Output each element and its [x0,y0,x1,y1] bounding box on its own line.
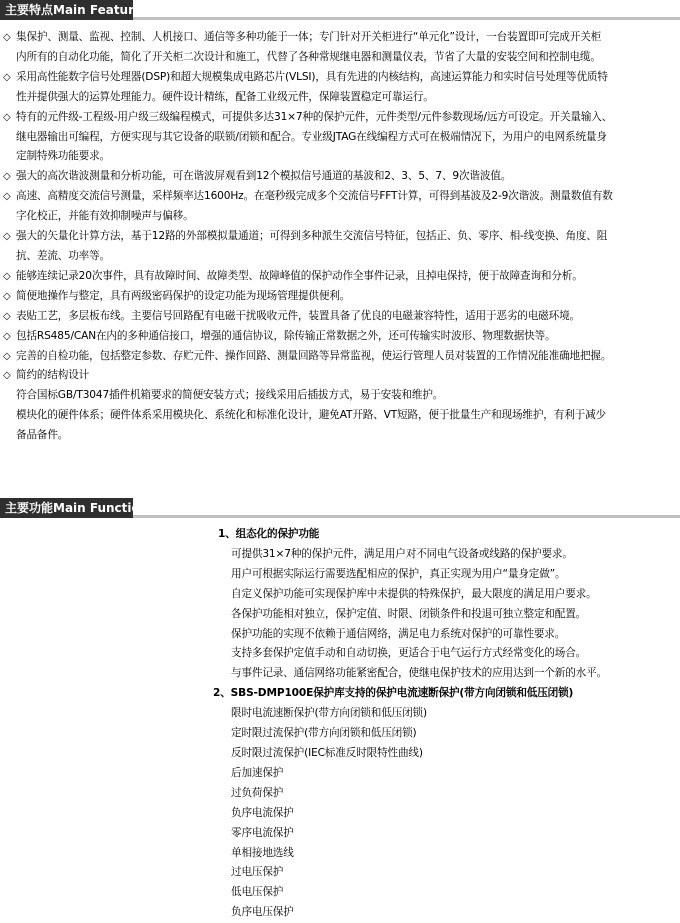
feature-item [0,28,676,68]
function-description: 可提供31×7种的保护元件，满足用户对不同电气设备或线路的保护要求。 [231,547,573,560]
diamond-bullet-icon: ◇ [3,310,11,322]
diamond-bullet-icon: ◇ [3,32,11,43]
feature-item [0,227,676,267]
feature-text: 高速、高精度交流信号测量，采样频率达1600Hz。在毫秒级完成多个交流信号FFT计算，可得到基波及2-9次谐波。测量数值有数 [16,190,613,203]
function-group-list [218,545,673,684]
function-description: 自定义保护功能可实现保护库中未提供的特殊保护，最大限度的满足用户要求。 [231,587,597,600]
feature-item [0,187,676,227]
diamond-bullet-icon: ◇ [3,71,11,83]
diamond-bullet-icon: ◇ [3,171,11,183]
feature-text: 抗、差流、功率等。 [16,249,110,262]
protection-item: 负序电压保护 [231,906,294,919]
feature-text: 内所有的自动化功能，简化了开关柜二次设计和施工，代替了各种常规继电器和测量仪表，节省了大量的安装空间和控制电缆。 [16,50,601,63]
function-section-header [0,498,680,518]
function-description: 保护功能的实现不依赖于通信网络，满足电力系统对保护的可靠性要求。 [231,627,566,640]
feature-text: 性并提供强大的运算处理能力。硬件设计精练，配备工业级元件，保障装置稳定可靠运行。 [16,90,434,103]
feature-text: 符合国标GB/T3047插件机箱要求的简便安装方式；接线采用后插拔方式，易于安装和维护。 [16,389,444,402]
feature-text: 简约的结构设计 [16,369,90,382]
header-rule [133,17,680,20]
function-group-heading: 2、SBS-DMP100E保护库支持的保护电流速断保护(带方向闭锁和低压闭锁) [213,687,574,700]
feature-text: 强大的高次谐波测量和分析功能，可在谐波屏观看到12个模拟信号通道的基波和2、3、5、7、9次谐波值。 [16,170,512,183]
diamond-bullet-icon: ◇ [3,270,11,282]
diamond-bullet-icon: ◇ [3,191,11,203]
diamond-bullet-icon: ◇ [3,350,11,362]
protection-item: 过负荷保护 [231,786,284,799]
feature-item [0,167,676,187]
feature-text: 备品备件。 [16,429,69,442]
feature-text: 特有的元件级-工程级-用户级三级编程模式，可提供多达31×7种的保护元件，元件类型/元件参数现场/远方可设定。开关量输入、 [16,110,613,123]
feature-item [0,347,676,367]
function-description: 与事件记录、通信网络功能紧密配合，使继电保护技术的应用达到一个新的水平。 [231,667,607,680]
protection-list [218,704,673,923]
diamond-bullet-icon: ◇ [3,111,11,123]
feature-text: 采用高性能数字信号处理器(DSP)和超大规模集成电路芯片(VLSI)，具有先进的内核结构，高速运算能力和实时信号处理等优质特 [16,70,608,83]
protection-item: 低电压保护 [231,886,284,899]
feature-text: 定制特殊功能要求。 [16,150,110,163]
feature-item [0,307,676,327]
function-description: 各保护功能相对独立，保护定值、时限、闭锁条件和投退可独立整定和配置。 [231,607,587,620]
diamond-bullet-icon: ◇ [3,370,11,382]
feature-text: 模块化的硬件体系；硬件体系采用模块化、系统化和标准化设计，避免AT开路、VT短路，便于批量生产和现场维护，有利于减少 [16,409,606,422]
function-block [213,525,673,923]
protection-item: 单相接地选线 [231,846,294,859]
feature-item [0,287,676,307]
feature-item [0,267,676,287]
protection-item: 零序电流保护 [231,826,294,839]
header-rule [133,515,680,518]
feature-text: 包括RS485/CAN在内的多种通信接口，增强的通信协议，除传输正常数据之外，还可传输实时波形、物理数据快等。 [16,329,556,342]
feature-item [0,327,676,347]
feature-section-header [0,0,680,20]
diamond-bullet-icon: ◇ [3,290,11,302]
feature-section-title: 主要特点Main Feature [0,0,133,20]
feature-list [0,28,676,446]
protection-item: 定时限过流保护(带方向闭锁和低压闭锁) [231,727,417,740]
feature-item [0,366,676,446]
feature-text: 能够连续记录20次事件，具有故障时间、故障类型、故障峰值的保护动作全事件记录，且掉电保持，便于故障查询和分析。 [16,269,583,282]
feature-item [0,68,676,108]
protection-item: 反时限过流保护(IEC标准反时限特性曲线) [231,746,423,759]
protection-item: 后加速保护 [231,766,284,779]
protection-item: 负序电流保护 [231,806,294,819]
feature-text: 继电器输出可编程，方便实现与其它设备的联锁/闭锁和配合。专业级JTAG在线编程方式可在极端情况下，为用户的电网系统量身 [16,130,607,143]
diamond-bullet-icon: ◇ [3,231,11,243]
feature-item [0,108,676,168]
feature-text: 字化校正，并能有效抑制噪声与偏移。 [16,210,194,223]
function-description: 用户可根据实际运行需要选配相应的保护，真正实现为用户“量身定做”。 [231,567,566,580]
protection-item: 过电压保护 [231,866,284,879]
feature-text: 强大的矢量化计算方法，基于12路的外部模拟量通道；可得到多种派生交流信号特征，包括正、负、零序、相-线变换、角度、阻 [16,230,608,243]
protection-item: 限时电流速断保护(带方向闭锁和低压闭锁) [231,707,427,720]
function-section-title: 主要功能Main Function [0,498,133,518]
feature-text: 完善的自检功能，包括整定参数、存贮元件、操作回路、测量回路等异常监视，使运行管理人员对装置的工作情况能准确地把握。 [16,349,612,362]
function-group-heading: 1、组态化的保护功能 [218,528,320,540]
feature-text: 简便地操作与整定，具有两级密码保护的设定功能为现场管理提供便利。 [16,289,351,302]
diamond-bullet-icon: ◇ [3,330,11,342]
feature-text: 集保护、测量、监视、控制、人机接口、通信等多种功能于一体；专门针对开关柜进行“单元化”设计，一台装置即可完成开关柜 [16,31,602,43]
function-description: 支持多套保护定值手动和自动切换，更适合于电气运行方式经常变化的场合。 [231,647,587,660]
feature-text: 表贴工艺，多层板布线。主要信号回路配有电磁干扰吸收元件，装置具备了优良的电磁兼容特性，适用于恶劣的电磁环境。 [16,309,580,322]
